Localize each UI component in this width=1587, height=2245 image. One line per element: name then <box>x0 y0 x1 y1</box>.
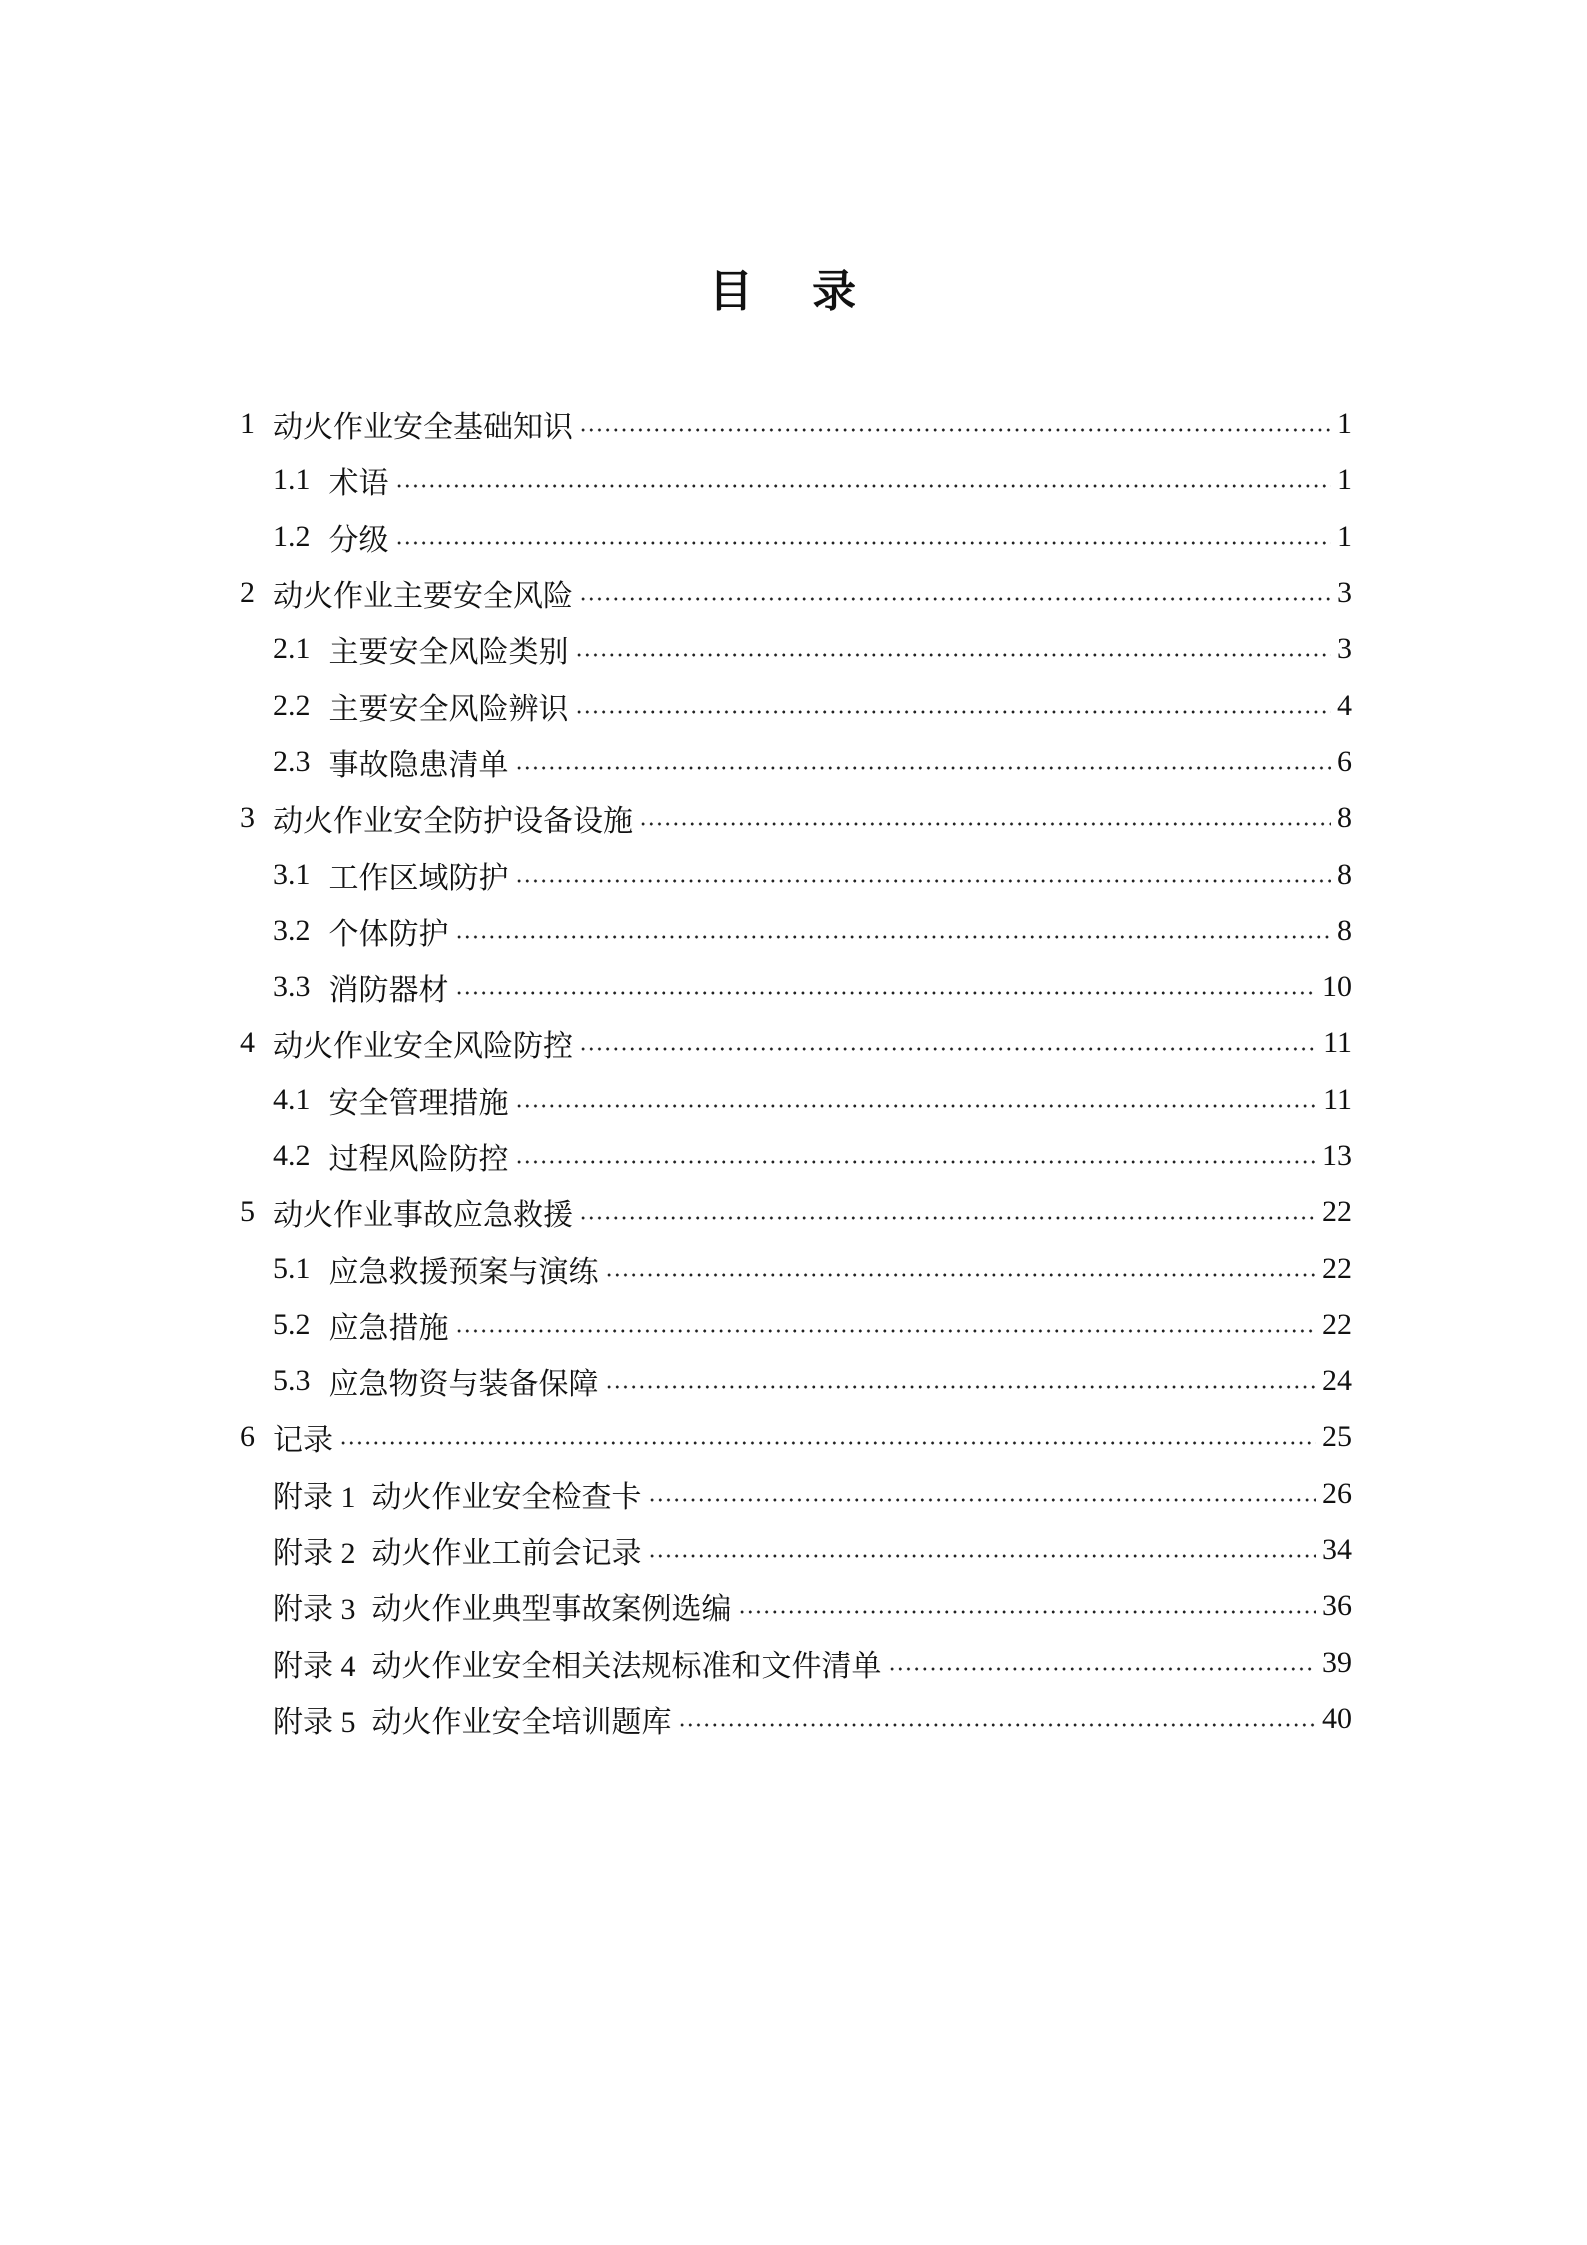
toc-dot-leader <box>579 1215 1316 1221</box>
toc-entry-title: 主要安全风险类别 <box>328 635 569 671</box>
toc-dot-leader <box>648 1497 1317 1503</box>
toc-dot-leader <box>515 1103 1318 1109</box>
toc-entry-number: 2.3 <box>273 744 311 778</box>
toc-entry-page-number: 13 <box>1322 1139 1352 1172</box>
toc-entry-page-number: 1 <box>1337 407 1352 441</box>
toc-entry-page-number: 25 <box>1322 1420 1352 1454</box>
toc-entry-number: 5 <box>240 1195 255 1229</box>
toc-entry[interactable] <box>0 1635 1587 1691</box>
toc-dot-leader <box>339 1440 1316 1446</box>
toc-entry-page-number: 11 <box>1323 1026 1352 1060</box>
toc-entry-page-number: 24 <box>1322 1364 1352 1398</box>
toc-entry-title: 动火作业事故应急救援 <box>273 1198 573 1234</box>
toc-entry-number: 1 <box>240 407 255 441</box>
toc-entry-page-number: 40 <box>1322 1701 1352 1735</box>
toc-entry[interactable] <box>0 903 1587 959</box>
toc-entry[interactable] <box>0 396 1587 452</box>
toc-entry-number: 5.3 <box>273 1364 311 1398</box>
toc-entry[interactable] <box>0 1353 1587 1409</box>
toc-entry-page-number: 10 <box>1322 970 1352 1004</box>
toc-entry-title: 消防器材 <box>328 973 449 1009</box>
toc-entry-page-number: 8 <box>1337 913 1352 947</box>
toc-dot-leader <box>395 483 1332 489</box>
toc-entry[interactable] <box>0 1240 1587 1296</box>
toc-entry[interactable] <box>0 1409 1587 1465</box>
toc-dot-leader <box>888 1666 1317 1672</box>
toc-dot-leader <box>678 1722 1317 1728</box>
toc-entry-page-number: 8 <box>1337 801 1352 835</box>
toc-dot-leader <box>575 709 1332 715</box>
toc-entry[interactable] <box>0 452 1587 508</box>
toc-entry[interactable] <box>0 1578 1587 1634</box>
toc-entry-number: 3.2 <box>273 913 311 947</box>
toc-entry[interactable] <box>0 509 1587 565</box>
toc-entry-page-number: 1 <box>1337 519 1352 553</box>
toc-entry[interactable] <box>0 790 1587 846</box>
toc-entry-title: 分级 <box>328 522 389 558</box>
toc-entry-number: 6 <box>240 1420 255 1454</box>
toc-entry-title: 记录 <box>273 1423 333 1459</box>
toc-entry-number: 3 <box>240 801 255 835</box>
toc-entry-title: 过程风险防控 <box>328 1142 509 1177</box>
toc-entry-title: 应急物资与装备保障 <box>328 1367 599 1403</box>
toc-entry[interactable] <box>0 621 1587 677</box>
toc-entry-page-number: 3 <box>1337 576 1352 610</box>
toc-entry-title: 动火作业安全风险防控 <box>273 1029 573 1065</box>
toc-dot-leader <box>395 540 1332 546</box>
toc-entry[interactable] <box>0 734 1587 790</box>
toc-entry-number: 附录 1 <box>273 1480 356 1514</box>
toc-entry-title: 动火作业安全防护设备设施 <box>273 804 633 840</box>
toc-entry-number: 附录 2 <box>273 1537 356 1571</box>
toc-entry-number: 附录 4 <box>273 1649 356 1683</box>
toc-entry[interactable] <box>0 565 1587 621</box>
toc-entry-number: 5.2 <box>273 1307 311 1341</box>
toc-entry-title: 动火作业安全培训题库 <box>371 1704 672 1740</box>
toc-dot-leader <box>455 1328 1317 1334</box>
toc-entry-title: 事故隐患清单 <box>328 747 509 783</box>
toc-entry-title: 动火作业安全相关法规标准和文件清单 <box>371 1648 882 1684</box>
toc-dot-leader <box>605 1384 1317 1390</box>
toc-entry[interactable] <box>0 1015 1587 1071</box>
toc-entry-number: 1.2 <box>273 519 311 553</box>
toc-entry-title: 工作区域防护 <box>328 860 509 896</box>
toc-entry-page-number: 3 <box>1337 632 1352 666</box>
toc-entry-page-number: 39 <box>1322 1645 1352 1679</box>
toc-entry-title: 安全管理措施 <box>328 1085 509 1121</box>
toc-dot-leader <box>738 1609 1317 1615</box>
toc-entry[interactable] <box>0 1691 1587 1747</box>
toc-entry[interactable] <box>0 959 1587 1015</box>
toc-entry-number: 3.3 <box>273 970 311 1004</box>
toc-entry-page-number: 6 <box>1337 744 1352 778</box>
toc-entry-title: 动火作业安全检查卡 <box>371 1479 642 1515</box>
toc-entry-title: 动火作业典型事故案例选编 <box>371 1592 732 1628</box>
toc-entry[interactable] <box>0 846 1587 902</box>
toc-entry-page-number: 11 <box>1323 1082 1352 1116</box>
toc-dot-leader <box>455 934 1332 940</box>
toc-entry-number: 4 <box>240 1026 255 1060</box>
toc-entry-title: 应急措施 <box>328 1310 449 1346</box>
toc-entry-number: 1.1 <box>273 463 311 497</box>
toc-dot-leader <box>579 1046 1317 1052</box>
toc-entry-number: 4.1 <box>273 1082 311 1116</box>
toc-entry-number: 2.2 <box>273 688 311 722</box>
toc-entry-number: 3.1 <box>273 857 311 891</box>
toc-dot-leader <box>605 1272 1317 1278</box>
toc-entry-number: 附录 5 <box>273 1705 356 1739</box>
toc-entry-page-number: 36 <box>1322 1589 1352 1623</box>
toc-dot-leader <box>639 821 1331 827</box>
toc-entry-title: 主要安全风险辨识 <box>328 691 569 727</box>
toc-entry[interactable] <box>0 1184 1587 1240</box>
toc-dot-leader <box>579 427 1331 433</box>
toc-entry-title: 动火作业工前会记录 <box>371 1536 642 1572</box>
toc-entry[interactable] <box>0 1072 1587 1128</box>
toc-entry-title: 个体防护 <box>328 916 449 952</box>
toc-dot-leader <box>455 990 1317 996</box>
toc-entry-number: 5.1 <box>273 1251 311 1285</box>
toc-entry-page-number: 22 <box>1322 1251 1352 1285</box>
toc-entry-page-number: 4 <box>1337 688 1352 722</box>
toc-entry[interactable] <box>0 677 1587 733</box>
toc-entry-title: 术语 <box>328 466 389 502</box>
toc-entry-title: 动火作业主要安全风险 <box>273 579 573 615</box>
toc-entry-page-number: 22 <box>1322 1307 1352 1341</box>
toc-entry[interactable] <box>0 1522 1587 1578</box>
toc-entry-number: 2 <box>240 576 255 610</box>
toc-dot-leader <box>579 596 1331 602</box>
toc-entry-page-number: 22 <box>1322 1195 1352 1229</box>
page-title: 目 录 <box>708 266 879 317</box>
toc-entry[interactable] <box>0 1466 1587 1522</box>
toc-entry-page-number: 8 <box>1337 857 1352 891</box>
toc-entry-page-number: 26 <box>1322 1476 1352 1510</box>
toc-dot-leader <box>515 878 1332 884</box>
toc-entry-page-number: 1 <box>1337 463 1352 497</box>
toc-dot-leader <box>648 1553 1317 1559</box>
toc-entry-number: 4.2 <box>273 1139 311 1172</box>
toc-entry-title: 应急救援预案与演练 <box>328 1254 599 1290</box>
toc-dot-leader <box>515 765 1332 771</box>
toc-dot-leader <box>515 1159 1317 1165</box>
toc-dot-leader <box>575 652 1332 658</box>
toc-entry-number: 2.1 <box>273 632 311 666</box>
table-of-contents <box>0 396 1587 1747</box>
toc-entry-page-number: 34 <box>1322 1533 1352 1567</box>
toc-entry[interactable] <box>0 1128 1587 1184</box>
toc-entry[interactable] <box>0 1297 1587 1353</box>
toc-entry-number: 附录 3 <box>273 1593 356 1627</box>
toc-entry-title: 动火作业安全基础知识 <box>273 410 573 446</box>
